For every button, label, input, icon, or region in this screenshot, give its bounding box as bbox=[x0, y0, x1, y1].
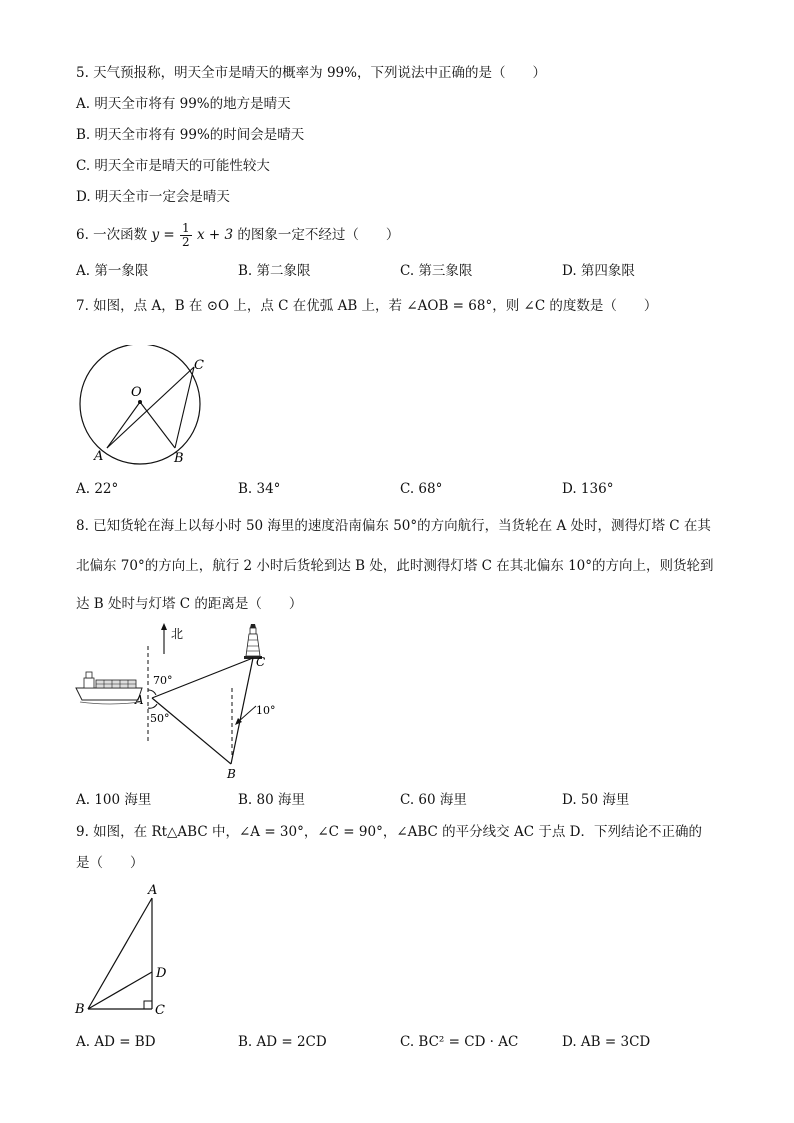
q8-stem-line1: 8. 已知货轮在海上以每小时 50 海里的速度沿南偏东 50°的方向航行，当货轮在 A 处时，测得灯塔 C 在其 bbox=[76, 518, 711, 534]
q7-option-c: C. 68° bbox=[400, 481, 443, 497]
lighthouse-icon bbox=[244, 624, 262, 659]
cargo-ship-icon bbox=[76, 672, 142, 704]
q5-option-b: B. 明天全市将有 99%的时间会是晴天 bbox=[76, 127, 305, 143]
q8-label-70: 70° bbox=[153, 674, 173, 687]
q5-option-c: C. 明天全市是晴天的可能性较大 bbox=[76, 158, 270, 174]
q8-stem-line3: 达 B 处时与灯塔 C 的距离是（ ） bbox=[76, 596, 303, 612]
q8-label-50: 50° bbox=[150, 712, 170, 725]
q6-option-a: A. 第一象限 bbox=[76, 263, 149, 279]
q5-option-a: A. 明天全市将有 99%的地方是晴天 bbox=[76, 96, 291, 112]
segment-oa bbox=[107, 402, 140, 448]
q8-label-c: C bbox=[256, 655, 266, 669]
q7-option-d: D. 136° bbox=[562, 481, 614, 497]
q6-option-d: D. 第四象限 bbox=[562, 263, 635, 279]
segment-ab bbox=[88, 898, 152, 1009]
q6-func-lhs: y = bbox=[151, 227, 175, 243]
q8-option-a: A. 100 海里 bbox=[76, 792, 152, 808]
q8-option-b: B. 80 海里 bbox=[238, 792, 305, 808]
q9-option-a: A. AD = BD bbox=[76, 1034, 156, 1050]
north-arrowhead-icon bbox=[161, 623, 167, 630]
q9-option-d: D. AB = 3CD bbox=[562, 1034, 651, 1050]
segment-ac bbox=[107, 367, 194, 448]
q6-frac-den: 2 bbox=[182, 235, 190, 249]
q6-frac-num: 1 bbox=[182, 221, 190, 235]
angle-arc-70 bbox=[148, 690, 156, 695]
circle-o bbox=[80, 345, 200, 464]
q7-circle-figure bbox=[70, 345, 230, 470]
q9-triangle-figure bbox=[70, 880, 190, 1020]
q8-label-north: 北 bbox=[171, 627, 184, 641]
q7-label-a: A bbox=[94, 449, 104, 464]
q9-label-b: B bbox=[75, 1002, 85, 1017]
angle-10-pointer bbox=[238, 706, 256, 722]
q7-stem: 7. 如图，点 A，B 在 ⊙O 上，点 C 在优弧 AB 上，若 ∠AOB = 68°，则 ∠C 的度数是（ ） bbox=[76, 298, 658, 314]
q9-option-c: C. BC² = CD · AC bbox=[400, 1034, 519, 1050]
q8-option-d: D. 50 海里 bbox=[562, 792, 630, 808]
q7-label-o: O bbox=[131, 385, 142, 400]
q9-stem-line2: 是（ ） bbox=[76, 855, 144, 871]
q8-label-b: B bbox=[227, 767, 236, 781]
q8-label-10: 10° bbox=[256, 704, 276, 717]
q7-label-b: B bbox=[174, 451, 184, 466]
q9-label-d: D bbox=[156, 966, 167, 981]
q6-option-c: C. 第三象限 bbox=[400, 263, 473, 279]
q9-label-c: C bbox=[155, 1003, 165, 1018]
q8-option-c: C. 60 海里 bbox=[400, 792, 467, 808]
q6-stem-post: 的图象一定不经过（ ） bbox=[237, 227, 400, 243]
q6-stem-pre: 6. 一次函数 bbox=[76, 227, 148, 243]
q8-navigation-figure bbox=[70, 618, 300, 786]
q9-label-a: A bbox=[148, 883, 158, 898]
q7-label-c: C bbox=[194, 358, 204, 373]
right-angle-mark bbox=[144, 1001, 152, 1009]
q5-option-d: D. 明天全市一定会是晴天 bbox=[76, 189, 230, 205]
q6-option-b: B. 第二象限 bbox=[238, 263, 311, 279]
q6-func-rhs: x + 3 bbox=[196, 227, 234, 243]
q6-fraction bbox=[180, 222, 192, 249]
angle-arc-50 bbox=[148, 704, 157, 708]
q7-option-b: B. 34° bbox=[238, 481, 281, 497]
center-point bbox=[138, 400, 142, 404]
q7-option-a: A. 22° bbox=[76, 481, 119, 497]
q8-stem-line2: 北偏东 70°的方向上，航行 2 小时后货轮到达 B 处，此时测得灯塔 C 在其北偏东 10°的方向上，则货轮到 bbox=[76, 558, 714, 574]
q8-label-a: A bbox=[135, 693, 144, 707]
q9-stem-line1: 9. 如图，在 Rt△ABC 中，∠A = 30°，∠C = 90°，∠ABC 的平分线交 AC 于点 D．下列结论不正确的 bbox=[76, 824, 702, 840]
segment-bd bbox=[88, 972, 152, 1009]
segment-ab bbox=[152, 698, 231, 764]
q6-stem bbox=[76, 220, 399, 250]
q9-option-b: B. AD = 2CD bbox=[238, 1034, 327, 1050]
segment-ob bbox=[140, 402, 175, 448]
q5-stem: 5. 天气预报称，明天全市是晴天的概率为 99%，下列说法中正确的是（ ） bbox=[76, 65, 546, 81]
